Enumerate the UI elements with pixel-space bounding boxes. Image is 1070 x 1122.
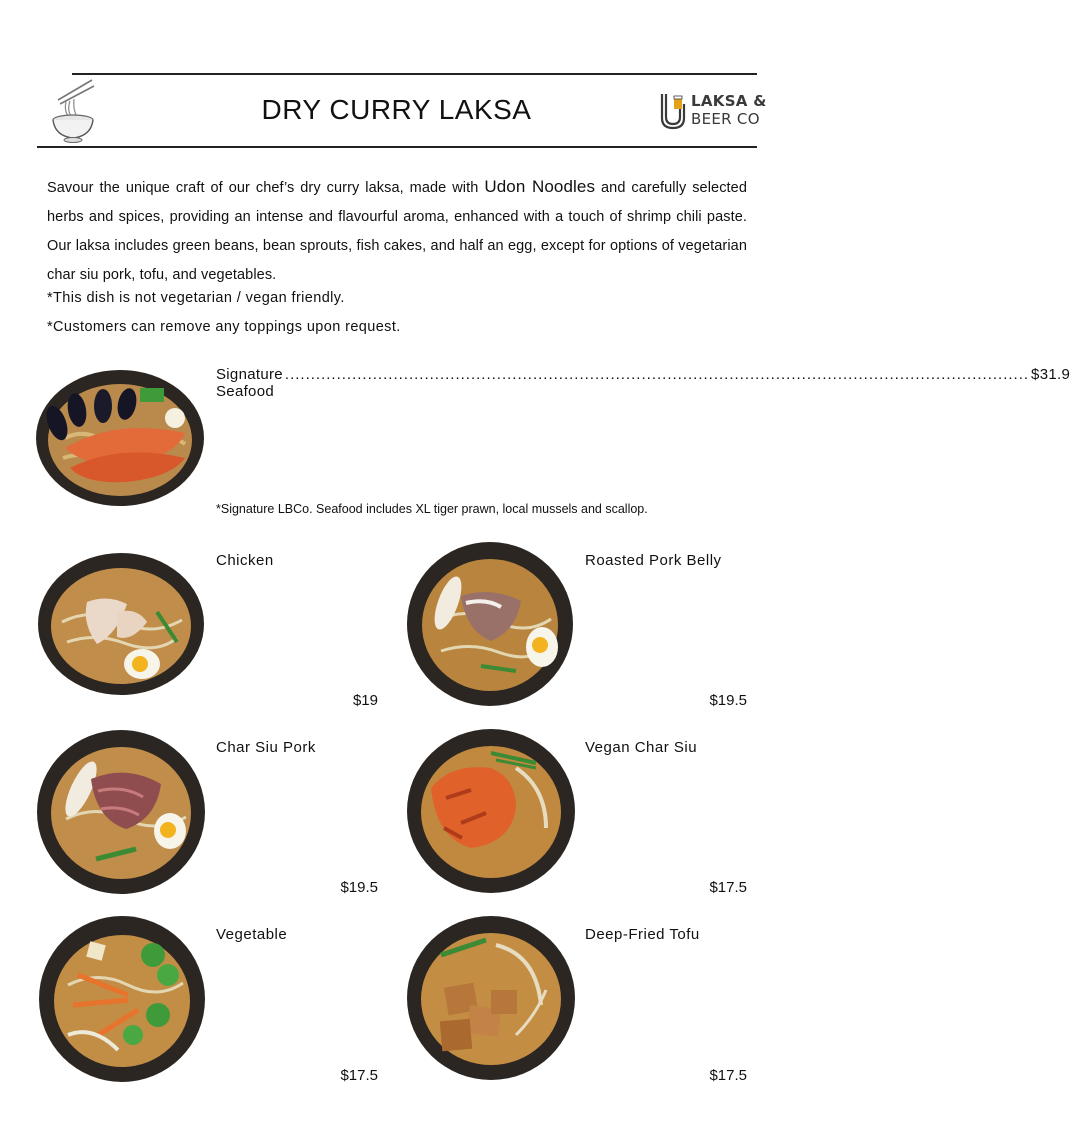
dish-name-chicken: Chicken <box>216 552 274 569</box>
dish-name-roasted-pork-belly: Roasted Pork Belly <box>585 552 722 569</box>
signature-seafood-price: $31.9 <box>1031 366 1070 383</box>
vegetable-laksa-image <box>38 915 206 1083</box>
page-title: DRY CURRY LAKSA <box>261 94 532 125</box>
brand-logo <box>660 92 767 132</box>
dish-price-chicken: $19 <box>352 692 378 709</box>
dish-price-vegan-char-siu: $17.5 <box>709 879 747 896</box>
vegan-char-siu-image <box>406 728 576 894</box>
not-vegetarian-note: *This dish is not vegetarian / vegan friendly. <box>47 290 345 306</box>
brand-mark-icon <box>660 92 686 130</box>
chicken-laksa-image <box>37 552 205 697</box>
noodle-highlight: Udon Noodles <box>484 177 596 196</box>
dish-name-deep-fried-tofu: Deep-Fried Tofu <box>585 926 700 943</box>
dish-price-vegetable: $17.5 <box>340 1067 378 1084</box>
deep-fried-tofu-image <box>406 915 576 1081</box>
signature-seafood-image <box>35 368 206 508</box>
signature-seafood-note: *Signature LBCo. Seafood includes XL tiger prawn, local mussels and scallop. <box>216 502 648 516</box>
dot-leader: ................................................................................................................................................ <box>284 366 1030 383</box>
dish-description: Savour the unique craft of our chef’s dry curry laksa, made with Udon Noodles and carefully selected herbs and spices, providing an intense and flavourful aroma, enhanced with a touch of shrimp chili paste. Our laksa includes green beans, bean sprouts, fish cakes, and half an egg, except for options of vegetarian char siu pork, tofu, and vegetables. <box>47 177 748 283</box>
char-siu-pork-image <box>36 729 207 895</box>
dish-name-vegan-char-siu: Vegan Char Siu <box>585 739 698 756</box>
brand-line-2: BEER CO <box>691 110 760 128</box>
signature-seafood-name: Signature Seafood <box>216 366 283 400</box>
header-bottom-rule <box>37 146 757 148</box>
remove-toppings-note: *Customers can remove any toppings upon request. <box>47 319 401 335</box>
dish-price-deep-fried-tofu: $17.5 <box>709 1067 747 1084</box>
header-top-rule <box>72 73 757 75</box>
dish-name-char-siu-pork: Char Siu Pork <box>216 739 316 756</box>
roasted-pork-belly-image <box>406 541 574 707</box>
signature-seafood-line <box>216 366 1070 400</box>
brand-line-1: LAKSA & <box>691 92 767 110</box>
dish-price-char-siu-pork: $19.5 <box>340 879 378 896</box>
dish-price-roasted-pork-belly: $19.5 <box>709 692 747 709</box>
dish-name-vegetable: Vegetable <box>216 926 288 943</box>
